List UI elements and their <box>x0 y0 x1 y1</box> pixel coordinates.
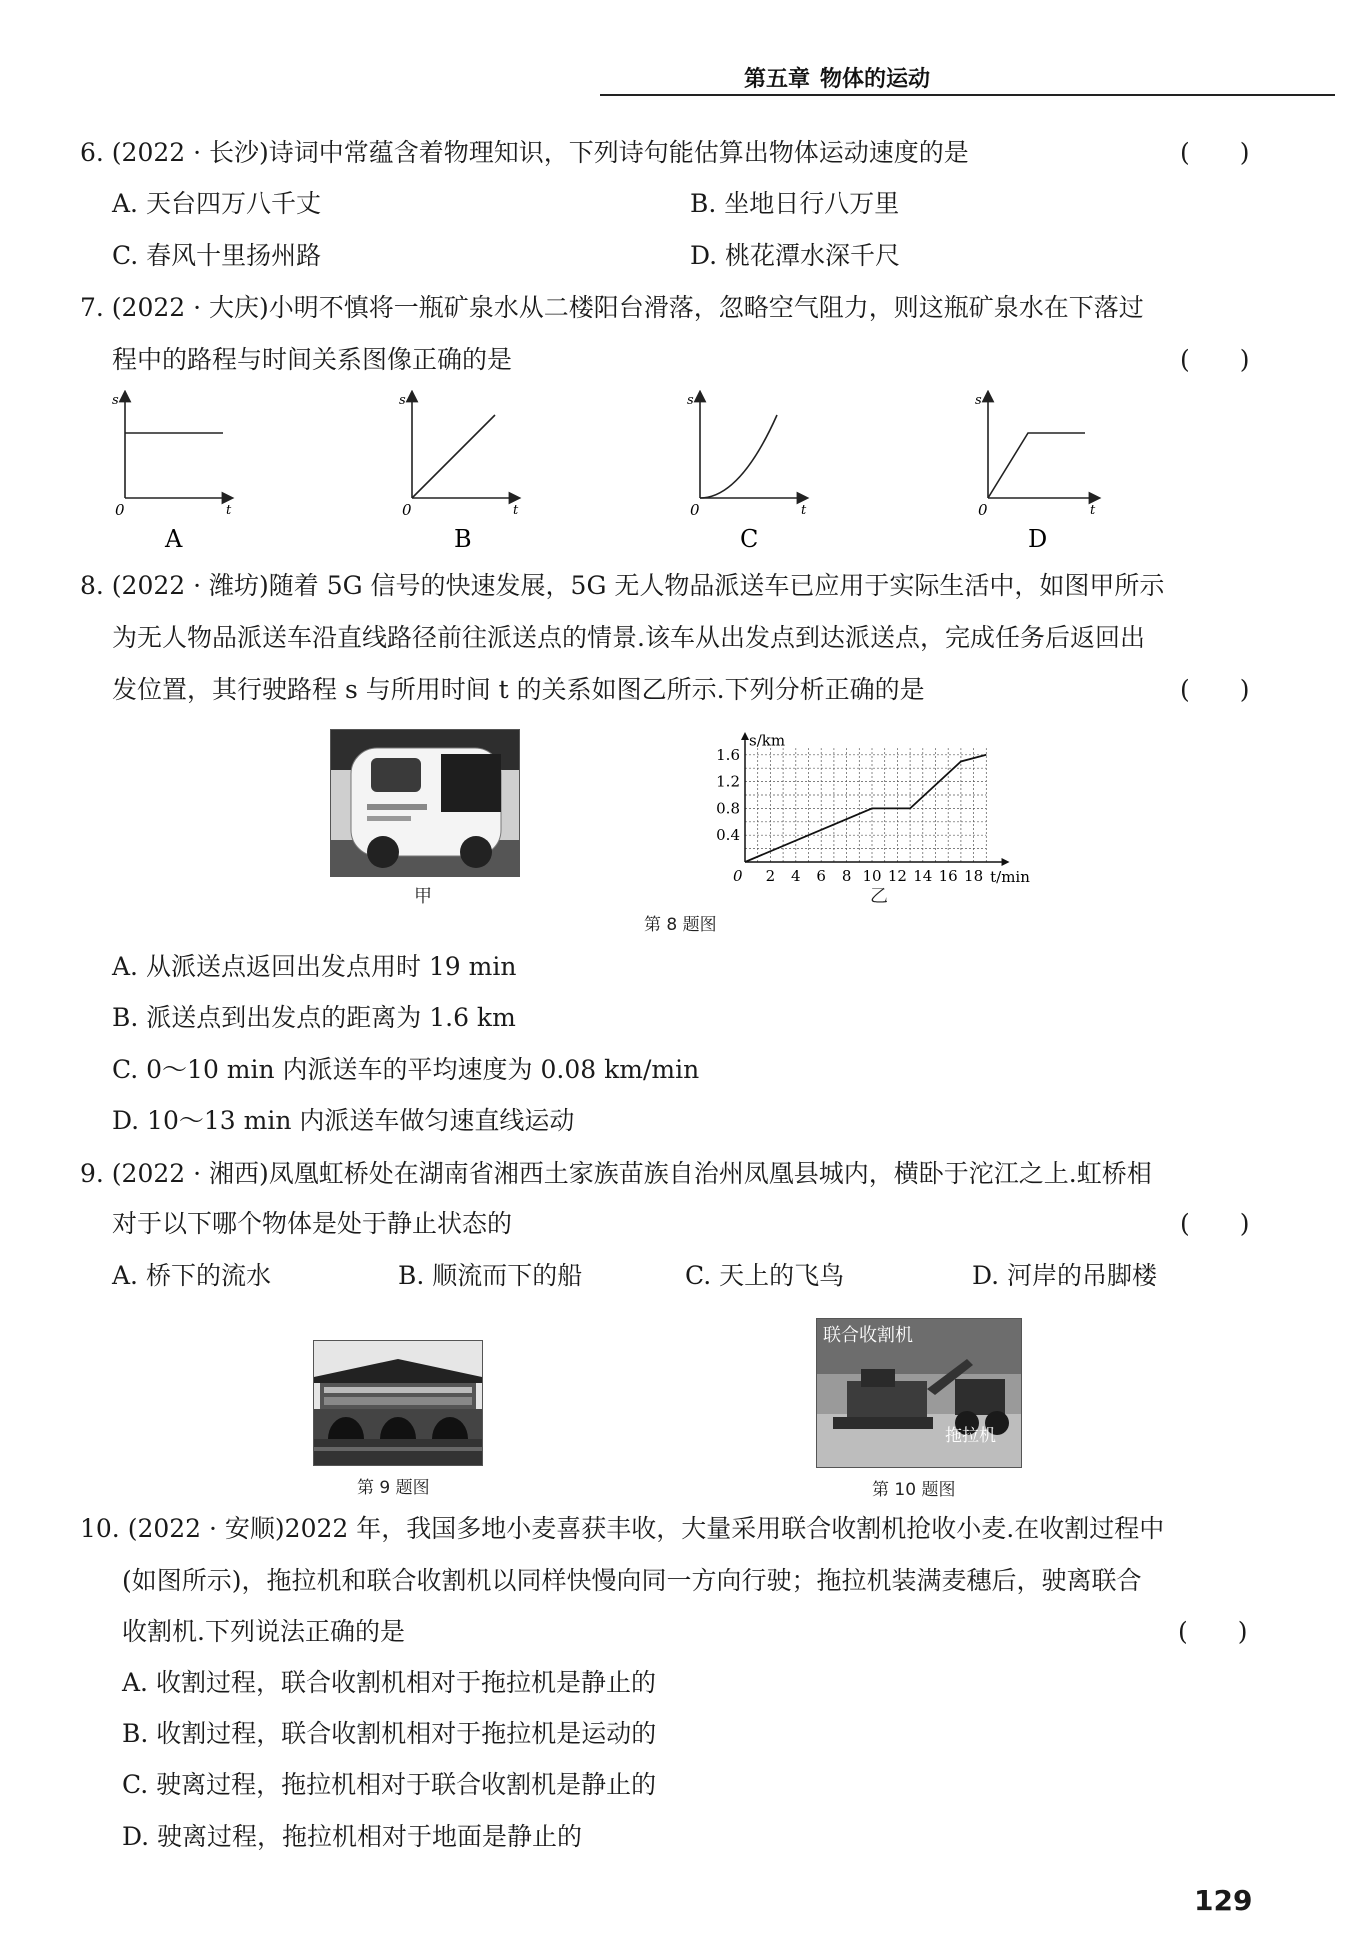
q7-graph-d-origin: 0 <box>978 501 988 519</box>
q7-answer-paren: ( ) <box>1180 345 1250 374</box>
q7-graph-d <box>975 393 1096 553</box>
y-axis-label: s/km <box>749 731 786 750</box>
x-tick-label: 6 <box>816 867 826 885</box>
q8-option-d: D. 10～13 min 内派送车做匀速直线运动 <box>112 1106 575 1135</box>
q8-option-a: A. 从派送点返回出发点用时 19 min <box>112 952 517 981</box>
q10-option-b: B. 收割过程，联合收割机相对于拖拉机是运动的 <box>122 1719 657 1748</box>
q10-option-d: D. 驶离过程，拖拉机相对于地面是静止的 <box>122 1822 583 1851</box>
tractor-label: 拖拉机 <box>945 1426 996 1446</box>
x-tick-label: 18 <box>964 867 984 885</box>
q9-option-d: D. 河岸的吊脚楼 <box>972 1261 1158 1290</box>
q7-stem-line1: 7. (2022 · 大庆)小明不慎将一瓶矿泉水从二楼阳台滑落，忽略空气阻力，则这瓶矿泉水在下落过 <box>80 293 1144 322</box>
q6-option-b: B. 坐地日行八万里 <box>690 189 900 218</box>
q8-figure-caption: 第 8 题图 <box>644 915 717 935</box>
q6-option-a: A. 天台四万八千丈 <box>112 189 321 218</box>
delivery-vehicle-photo <box>330 729 520 877</box>
harvester-illustration <box>817 1319 1021 1467</box>
chart-origin-label: 0 <box>733 867 743 885</box>
q7-graph-a-s: s <box>112 393 119 408</box>
q10-figure-caption: 第 10 题图 <box>872 1480 956 1500</box>
y-tick-label: 0.8 <box>716 799 740 818</box>
q9-figure-caption: 第 9 题图 <box>357 1478 430 1498</box>
q7-graph-a <box>112 393 232 553</box>
q10-stem-line2: (如图所示)，拖拉机和联合收割机以同样快慢向同一方向行驶；拖拉机装满麦穗后，驶离联合 <box>122 1566 1142 1595</box>
q9-option-c: C. 天上的飞鸟 <box>685 1261 845 1290</box>
x-tick-label: 2 <box>765 867 776 885</box>
q7-graph-a-label: A <box>165 525 183 553</box>
q7-graph-d-t: t <box>1090 503 1096 518</box>
q7-graph-b <box>399 393 519 553</box>
x-tick-label: 8 <box>841 867 852 885</box>
q7-graph-b-line <box>412 415 495 498</box>
q9-option-a: A. 桥下的流水 <box>112 1261 271 1290</box>
chart-grid <box>745 748 986 862</box>
q7-graph-d-s: s <box>975 393 982 408</box>
q6-answer-paren: ( ) <box>1180 138 1250 167</box>
x-tick-label: 4 <box>791 867 801 885</box>
q9-answer-paren: ( ) <box>1180 1209 1250 1238</box>
header-rule <box>600 94 1335 96</box>
q8-answer-paren: ( ) <box>1180 675 1250 704</box>
x-tick-label: 16 <box>938 867 958 885</box>
q7-graph-c <box>687 393 807 553</box>
q8-option-c: C. 0～10 min 内派送车的平均速度为 0.08 km/min <box>112 1055 700 1084</box>
q7-graph-c-origin: 0 <box>690 501 700 519</box>
x-axis-arrow <box>1002 858 1010 866</box>
q10-stem-line3: 收割机.下列说法正确的是 <box>122 1617 405 1646</box>
q9-stem-line2: 对于以下哪个物体是处于静止状态的 <box>112 1209 513 1238</box>
q8-stem-line2: 为无人物品派送车沿直线路径前往派送点的情景.该车从出发点到达派送点，完成任务后返回出 <box>112 623 1145 652</box>
y-axis-arrow <box>741 732 749 740</box>
q7-graph-c-s: s <box>687 393 694 408</box>
x-axis-label: t/min <box>990 868 1030 886</box>
q7-stem-line2: 程中的路程与时间关系图像正确的是 <box>112 345 513 374</box>
x-tick-label: 10 <box>862 867 882 885</box>
q9-stem-line1: 9. (2022 · 湘西)凤凰虹桥处在湖南省湘西土家族苗族自治州凤凰县城内，横卧于沱江之上.虹桥相 <box>80 1159 1152 1188</box>
q10-option-a: A. 收割过程，联合收割机相对于拖拉机是静止的 <box>122 1668 656 1697</box>
q8-stem-line1: 8. (2022 · 潍坊)随着 5G 信号的快速发展，5G 无人物品派送车已应用于实际生活中，如图甲所示 <box>80 571 1165 600</box>
y-tick-label: 1.6 <box>716 745 740 764</box>
q7-graph-d-line <box>988 433 1085 498</box>
q7-graph-a-origin: 0 <box>115 501 125 519</box>
q7-graph-d-label: D <box>1028 525 1048 553</box>
x-tick-label: 12 <box>887 867 907 885</box>
q7-graph-a-t: t <box>226 503 232 518</box>
q10-answer-paren: ( ) <box>1178 1617 1248 1646</box>
q7-graph-c-label: C <box>740 525 759 553</box>
q8-caption-yi: 乙 <box>870 886 888 907</box>
delivery-vehicle-illustration <box>331 730 519 876</box>
q8-stem-line3: 发位置，其行驶路程 s 与所用时间 t 的关系如图乙所示.下列分析正确的是 <box>112 675 925 704</box>
q10-option-c: C. 驶离过程，拖拉机相对于联合收割机是静止的 <box>122 1770 657 1799</box>
q7-graphs <box>100 390 1120 560</box>
q7-graph-c-curve <box>700 415 777 498</box>
q9-option-b: B. 顺流而下的船 <box>398 1261 583 1290</box>
q8-caption-jia: 甲 <box>414 886 432 907</box>
page-number: 129 <box>1194 1884 1253 1917</box>
harvester-label: 联合收割机 <box>823 1325 913 1346</box>
q7-graph-c-t: t <box>801 503 807 518</box>
x-tick-label: 14 <box>913 867 933 885</box>
harvester-tractor-photo <box>816 1318 1022 1468</box>
q6-option-c: C. 春风十里扬州路 <box>112 241 322 270</box>
q8-option-b: B. 派送点到出发点的距离为 1.6 km <box>112 1003 516 1032</box>
chapter-number: 第五章 <box>743 67 810 92</box>
bridge-illustration <box>314 1341 482 1465</box>
q7-graph-b-label: B <box>454 525 472 553</box>
q6-stem: 6. (2022 · 长沙)诗词中常蕴含着物理知识，下列诗句能估算出物体运动速度的是 <box>80 138 969 167</box>
q8-st-chart <box>700 725 1060 905</box>
chapter-title: 物体的运动 <box>819 67 930 92</box>
y-tick-label: 1.2 <box>716 772 740 791</box>
hongqiao-bridge-photo <box>313 1340 483 1466</box>
q7-graph-b-s: s <box>399 393 406 408</box>
q10-stem-line1: 10. (2022 · 安顺)2022 年，我国多地小麦喜获丰收，大量采用联合收割机抢收小麦.在收割过程中 <box>80 1514 1165 1543</box>
chapter-header <box>744 62 930 93</box>
q7-graph-b-origin: 0 <box>402 501 412 519</box>
q6-option-d: D. 桃花潭水深千尺 <box>690 241 901 270</box>
q7-graph-b-t: t <box>513 503 519 518</box>
y-tick-label: 0.4 <box>716 826 740 845</box>
